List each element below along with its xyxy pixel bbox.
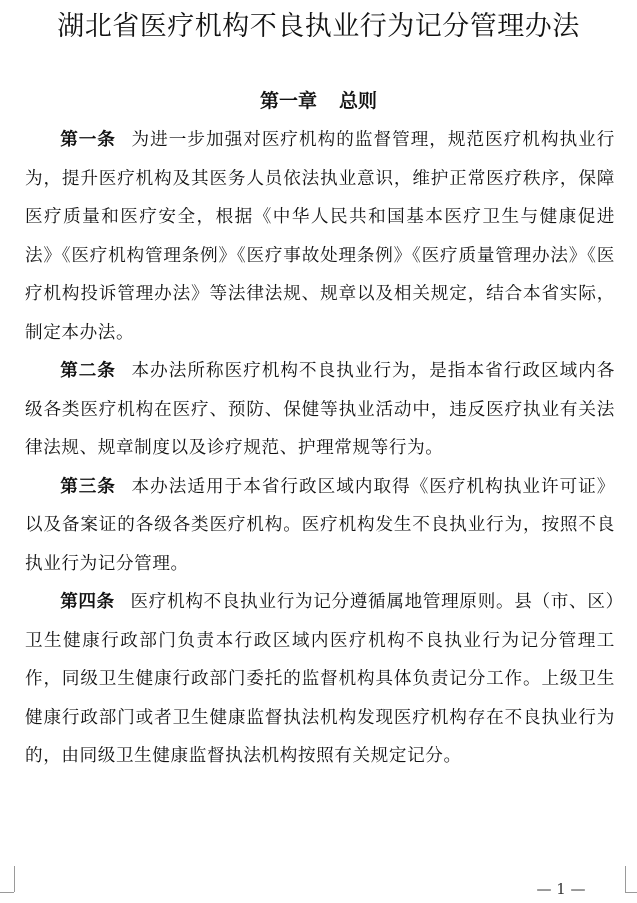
- crop-mark-right-horizontal: [625, 892, 637, 893]
- article-text: 本办法所称医疗机构不良执业行为，是指本省行政区域内各级各类医疗机构在医疗、预防、保健等执业活动中，违反医疗执业有关法律法规、规章制度以及诊疗规范、护理常规等行为。: [25, 361, 615, 458]
- chapter-heading: [0, 86, 637, 113]
- articles-body: [25, 121, 615, 776]
- article-2: [25, 352, 615, 468]
- article-3: [25, 468, 615, 584]
- document-title: 湖北省医疗机构不良执业行为记分管理办法: [57, 11, 580, 42]
- chapter-name: 总则: [339, 90, 378, 112]
- crop-mark-right: [625, 866, 626, 892]
- crop-mark-left-horizontal: [0, 892, 14, 893]
- article-heading: 第一条: [60, 130, 116, 150]
- chapter-number: 第一章: [259, 90, 317, 112]
- article-heading: 第二条: [60, 361, 116, 381]
- article-text: 本办法适用于本省行政区域内取得《医疗机构执业许可证》以及备案证的各级各类医疗机构。医疗机构发生不良执业行为，按照不良执业行为记分管理。: [25, 476, 615, 574]
- article-text: 为进一步加强对医疗机构的监督管理，规范医疗机构执业行为，提升医疗机构及其医务人员依法执业意识，维护正常医疗秩序，保障医疗质量和医疗安全，根据《中华人民共和国基本医疗卫生与健康促进法》《医疗机构管理条例》《医疗事故处理条例》《医疗质量管理办法》《医疗机构投诉管理办法》等法律法规、规章以及相关规定，结合本省实际，制定本办法。: [25, 130, 615, 343]
- article-4: [25, 583, 615, 776]
- article-1: [25, 121, 615, 352]
- page-number: — 1 —: [536, 880, 586, 898]
- article-text: 医疗机构不良执业行为记分遵循属地管理原则。县（市、区）卫生健康行政部门负责本行政区域内医疗机构不良执业行为记分管理工作，同级卫生健康行政部门委托的监督机构具体负责记分工作。上级卫生健康行政部门或者卫生健康监督执法机构发现医疗机构存在不良执业行为的，由同级卫生健康监督执法机构按照有关规定记分。: [25, 592, 615, 766]
- article-heading: 第四条: [60, 592, 115, 612]
- crop-mark-left: [14, 866, 15, 892]
- article-heading: 第三条: [60, 476, 116, 497]
